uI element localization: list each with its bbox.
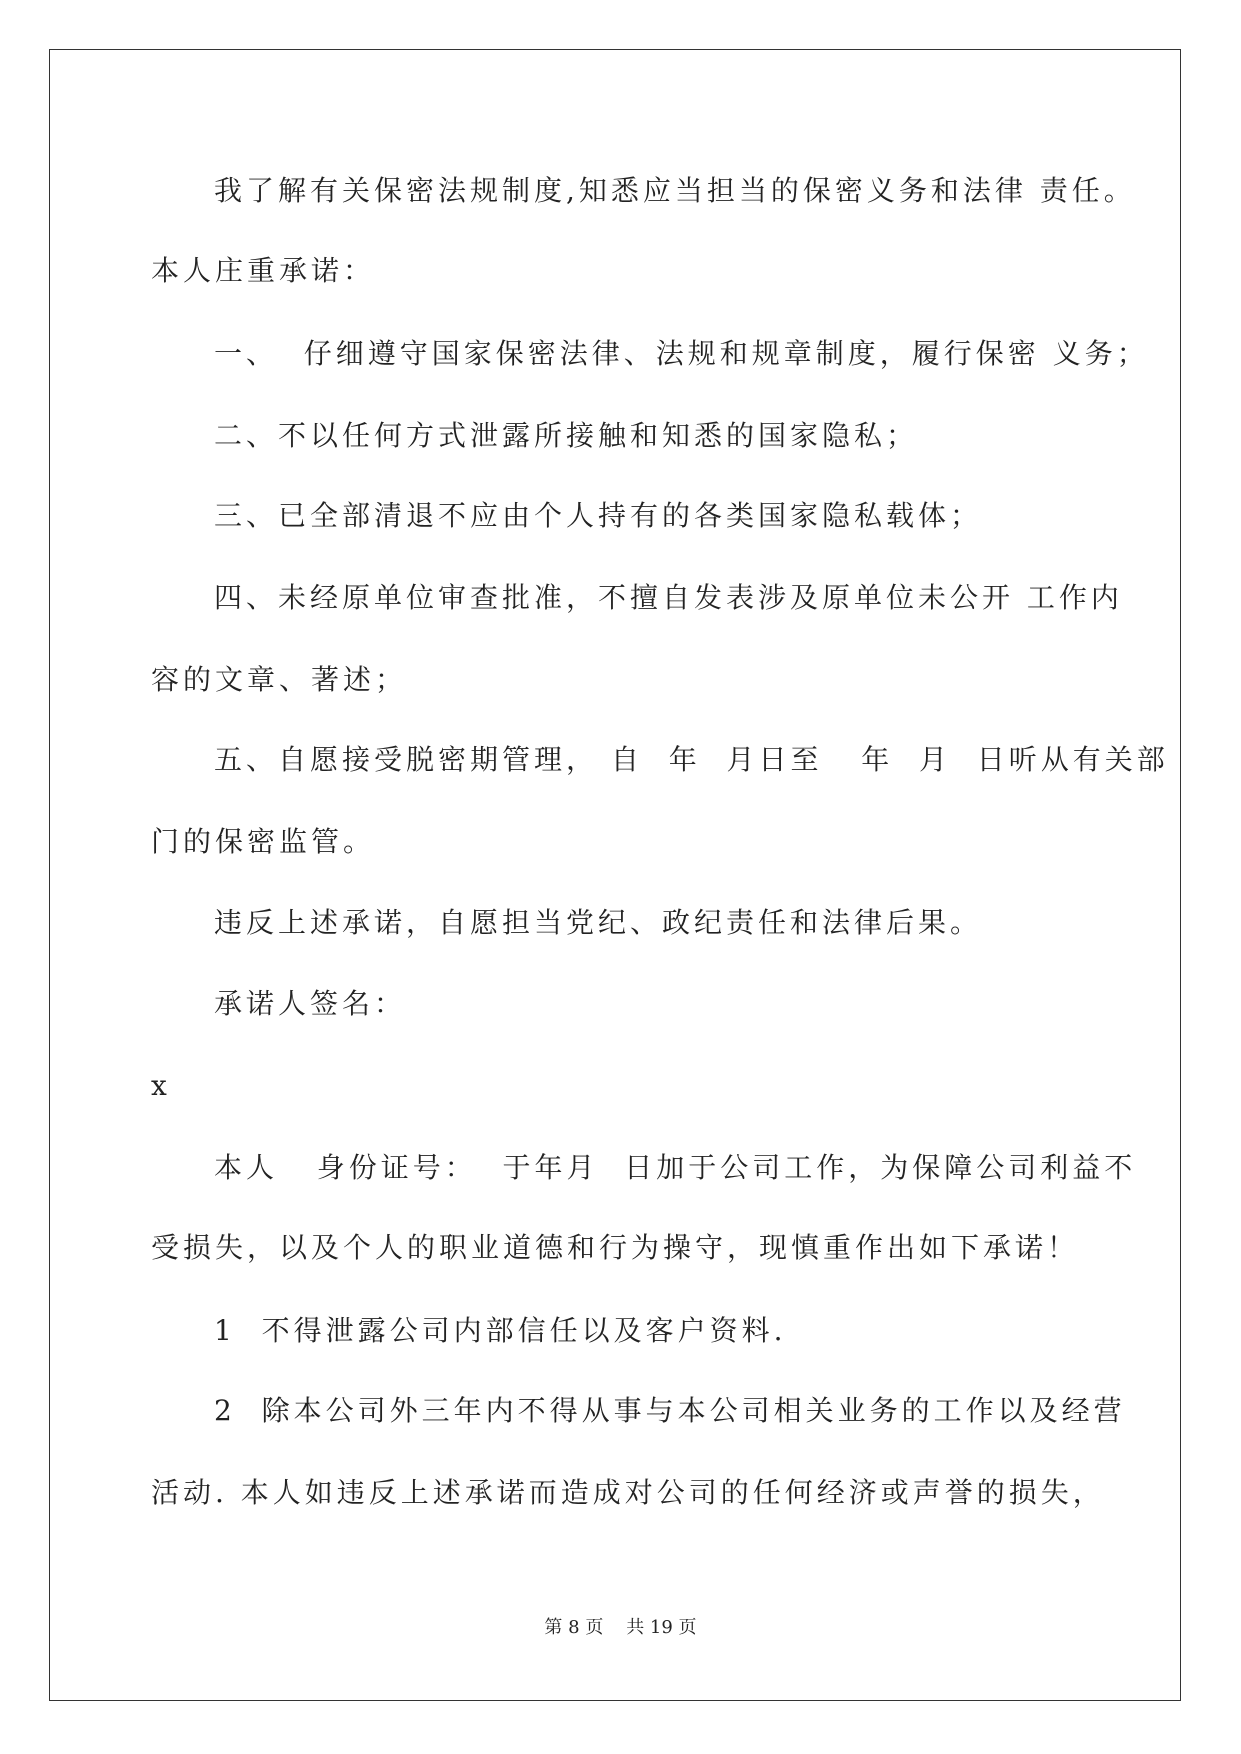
paragraph-line: 容的文章、著述； bbox=[151, 663, 408, 696]
paragraph-line: 违反上述承诺，自愿担当党纪、政纪责任和法律后果。 bbox=[214, 906, 983, 939]
paragraph-line: 本人庄重承诺： bbox=[151, 254, 376, 287]
paragraph-line: 我了解有关保密法规制度,知悉应当担当的保密义务和法律 责任。 bbox=[214, 174, 1136, 207]
paragraph-line: 三、已全部清退不应由个人持有的各类国家隐私载体； bbox=[214, 499, 983, 532]
paragraph-line: 承诺人签名： bbox=[214, 987, 407, 1020]
paragraph-line: 一、 仔细遵守国家保密法律、法规和规章制度，履行保密 义务； bbox=[214, 337, 1149, 370]
paragraph-line: 四、未经原单位审查批准，不擅自发表涉及原单位未公开 工作内 bbox=[214, 581, 1123, 614]
paragraph-line: 1 不得泄露公司内部信任以及客户资料. bbox=[214, 1314, 787, 1347]
page-border bbox=[49, 49, 1181, 1701]
paragraph-line: 二、不以任何方式泄露所接触和知悉的国家隐私； bbox=[214, 419, 919, 452]
paragraph-line: x bbox=[151, 1069, 171, 1102]
paragraph-line: 五、自愿接受脱密期管理， 自 年 月日至 年 月 日听从有关部 bbox=[214, 743, 1169, 776]
page-number: 第 8 页 共 19 页 bbox=[544, 1617, 697, 1638]
paragraph-line: 活动. 本人如违反上述承诺而造成对公司的任何经济或声誉的损失， bbox=[151, 1476, 1105, 1509]
paragraph-line: 受损失，以及个人的职业道德和行为操守，现慎重作出如下承诺！ bbox=[151, 1231, 1080, 1264]
paragraph-line: 本人 身份证号： 于年月 日加于公司工作，为保障公司利益不 bbox=[214, 1151, 1137, 1184]
paragraph-line: 门的保密监管。 bbox=[151, 825, 376, 858]
paragraph-line: 2 除本公司外三年内不得从事与本公司相关业务的工作以及经营 bbox=[214, 1394, 1126, 1427]
